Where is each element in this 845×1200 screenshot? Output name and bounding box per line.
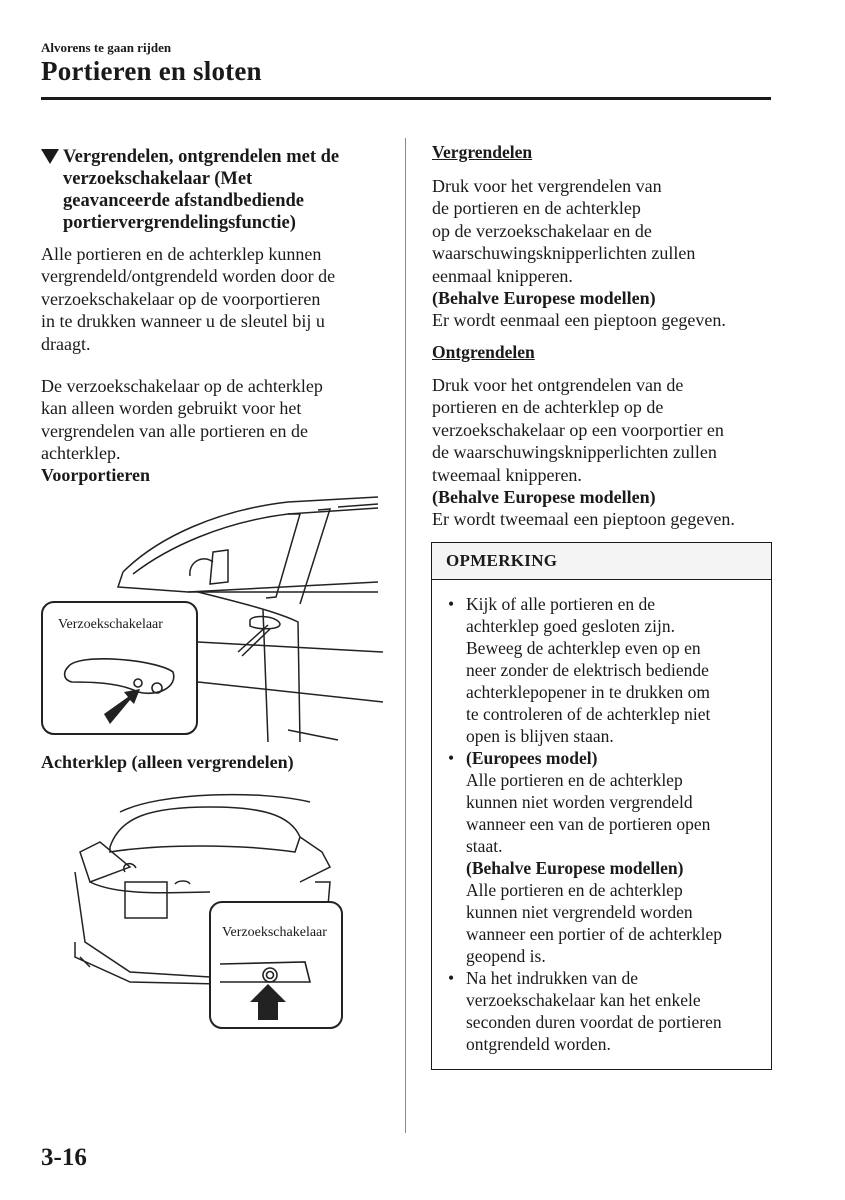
text-line: open is blijven staan. xyxy=(466,726,614,746)
text-line: kan alleen worden gebruikt voor het xyxy=(41,398,302,419)
text-line: te controleren of de achterklep niet xyxy=(466,704,711,724)
text-line: De verzoekschakelaar op de achterklep xyxy=(41,376,323,396)
heading-line: Vergrendelen, ontgrendelen met de xyxy=(63,147,340,167)
breadcrumb: Alvorens te gaan rijden xyxy=(41,40,172,55)
text-line: verzoekschakelaar op een voorportier en xyxy=(432,419,724,440)
tailgate-paragraph xyxy=(41,375,391,465)
text-line: achterklep goed gesloten zijn. xyxy=(466,616,675,636)
column-divider xyxy=(405,138,406,1133)
page-number: 3-16 xyxy=(41,1144,87,1171)
text-line: eenmaal knipperen. xyxy=(432,265,573,286)
exception-label: (Behalve Europese modellen) xyxy=(432,288,656,309)
note-item-heading: (Europees model) xyxy=(466,748,598,768)
tailgate-illustration xyxy=(60,782,350,1032)
text-line: Beweeg de achterklep even op en xyxy=(466,638,701,658)
bullet-icon: • xyxy=(448,968,455,988)
text-line: op de verzoekschakelaar en de xyxy=(432,220,652,241)
text-line: Alle portieren en de achterklep xyxy=(466,770,683,790)
text-line: kunnen niet vergrendeld worden xyxy=(466,902,693,922)
text-line: in te drukken wanneer u de sleutel bij u xyxy=(41,311,325,332)
bullet-icon: • xyxy=(448,748,455,768)
text-line: seconden duren voordat de portieren xyxy=(466,1012,722,1032)
heading-line: geavanceerde afstandbediende xyxy=(63,191,304,211)
text-line: Er wordt tweemaal een pieptoon gegeven. xyxy=(432,509,735,530)
note-item xyxy=(448,967,768,1055)
note-title: OPMERKING xyxy=(446,551,558,570)
note-header xyxy=(432,543,771,580)
text-line: Alle portieren en de achterklep kunnen xyxy=(41,244,322,264)
heading-line: verzoekschakelaar (Met xyxy=(63,169,253,189)
text-line: kunnen niet worden vergrendeld xyxy=(466,792,693,812)
unlock-paragraph xyxy=(432,374,777,531)
text-line: achterklepopener in te drukken om xyxy=(466,682,710,702)
text-line: de portieren en de achterklep xyxy=(432,198,641,219)
text-line: Er wordt eenmaal een pieptoon gegeven. xyxy=(432,310,726,331)
text-line: ontgrendeld worden. xyxy=(466,1034,611,1054)
text-line: Na het indrukken van de xyxy=(466,968,639,988)
text-line: portieren en de achterklep op de xyxy=(432,397,664,418)
triangle-marker-icon xyxy=(41,149,59,164)
title-rule xyxy=(41,97,771,100)
lock-subheading: Vergrendelen xyxy=(432,142,533,162)
note-item xyxy=(448,747,768,967)
text-line: vergrendelen van alle portieren en de xyxy=(41,420,309,441)
text-line: verzoekschakelaar op de voorportieren xyxy=(41,288,321,309)
text-line: Druk voor het vergrendelen van xyxy=(432,176,662,196)
request-switch-callout: Verzoekschakelaar xyxy=(222,925,327,940)
text-line: neer zonder de elektrisch bediende xyxy=(466,660,709,680)
tailgate-label: Achterklep (alleen vergrendelen) xyxy=(41,752,294,772)
text-line: de waarschuwingsknipperlichten zullen xyxy=(432,442,717,463)
text-line: verzoekschakelaar kan het enkele xyxy=(466,990,701,1010)
exception-label: (Behalve Europese modellen) xyxy=(466,858,684,878)
text-line: wanneer een van de portieren open xyxy=(466,814,711,834)
front-door-illustration xyxy=(38,492,383,742)
text-line: achterklep. xyxy=(41,443,121,464)
text-line: Kijk of alle portieren en de xyxy=(466,594,656,614)
text-line: waarschuwingsknipperlichten zullen xyxy=(432,243,696,264)
car-rear-drawing xyxy=(60,782,350,1032)
bullet-icon: • xyxy=(448,594,455,614)
text-line: staat. xyxy=(466,836,503,856)
text-line: geopend is. xyxy=(466,946,546,966)
heading-line: portiervergrendelingsfunctie) xyxy=(63,213,296,233)
front-doors-label: Voorportieren xyxy=(41,465,150,485)
intro-paragraph xyxy=(41,243,391,355)
text-line: Druk voor het ontgrendelen van de xyxy=(432,375,684,395)
text-line: vergrendeld/ontgrendeld worden door de xyxy=(41,266,336,287)
request-switch-callout: Verzoekschakelaar xyxy=(58,617,163,632)
exception-label: (Behalve Europese modellen) xyxy=(432,487,656,508)
note-item xyxy=(448,593,768,747)
text-line: Alle portieren en de achterklep xyxy=(466,880,683,900)
section-heading xyxy=(41,146,391,234)
note-list xyxy=(448,593,768,1055)
unlock-subheading: Ontgrendelen xyxy=(432,342,535,362)
page-title: Portieren en sloten xyxy=(41,56,262,86)
lock-paragraph xyxy=(432,175,777,332)
text-line: tweemaal knipperen. xyxy=(432,464,582,485)
text-line: wanneer een portier of de achterklep xyxy=(466,924,723,944)
note-box xyxy=(431,542,772,1070)
text-line: draagt. xyxy=(41,333,91,354)
